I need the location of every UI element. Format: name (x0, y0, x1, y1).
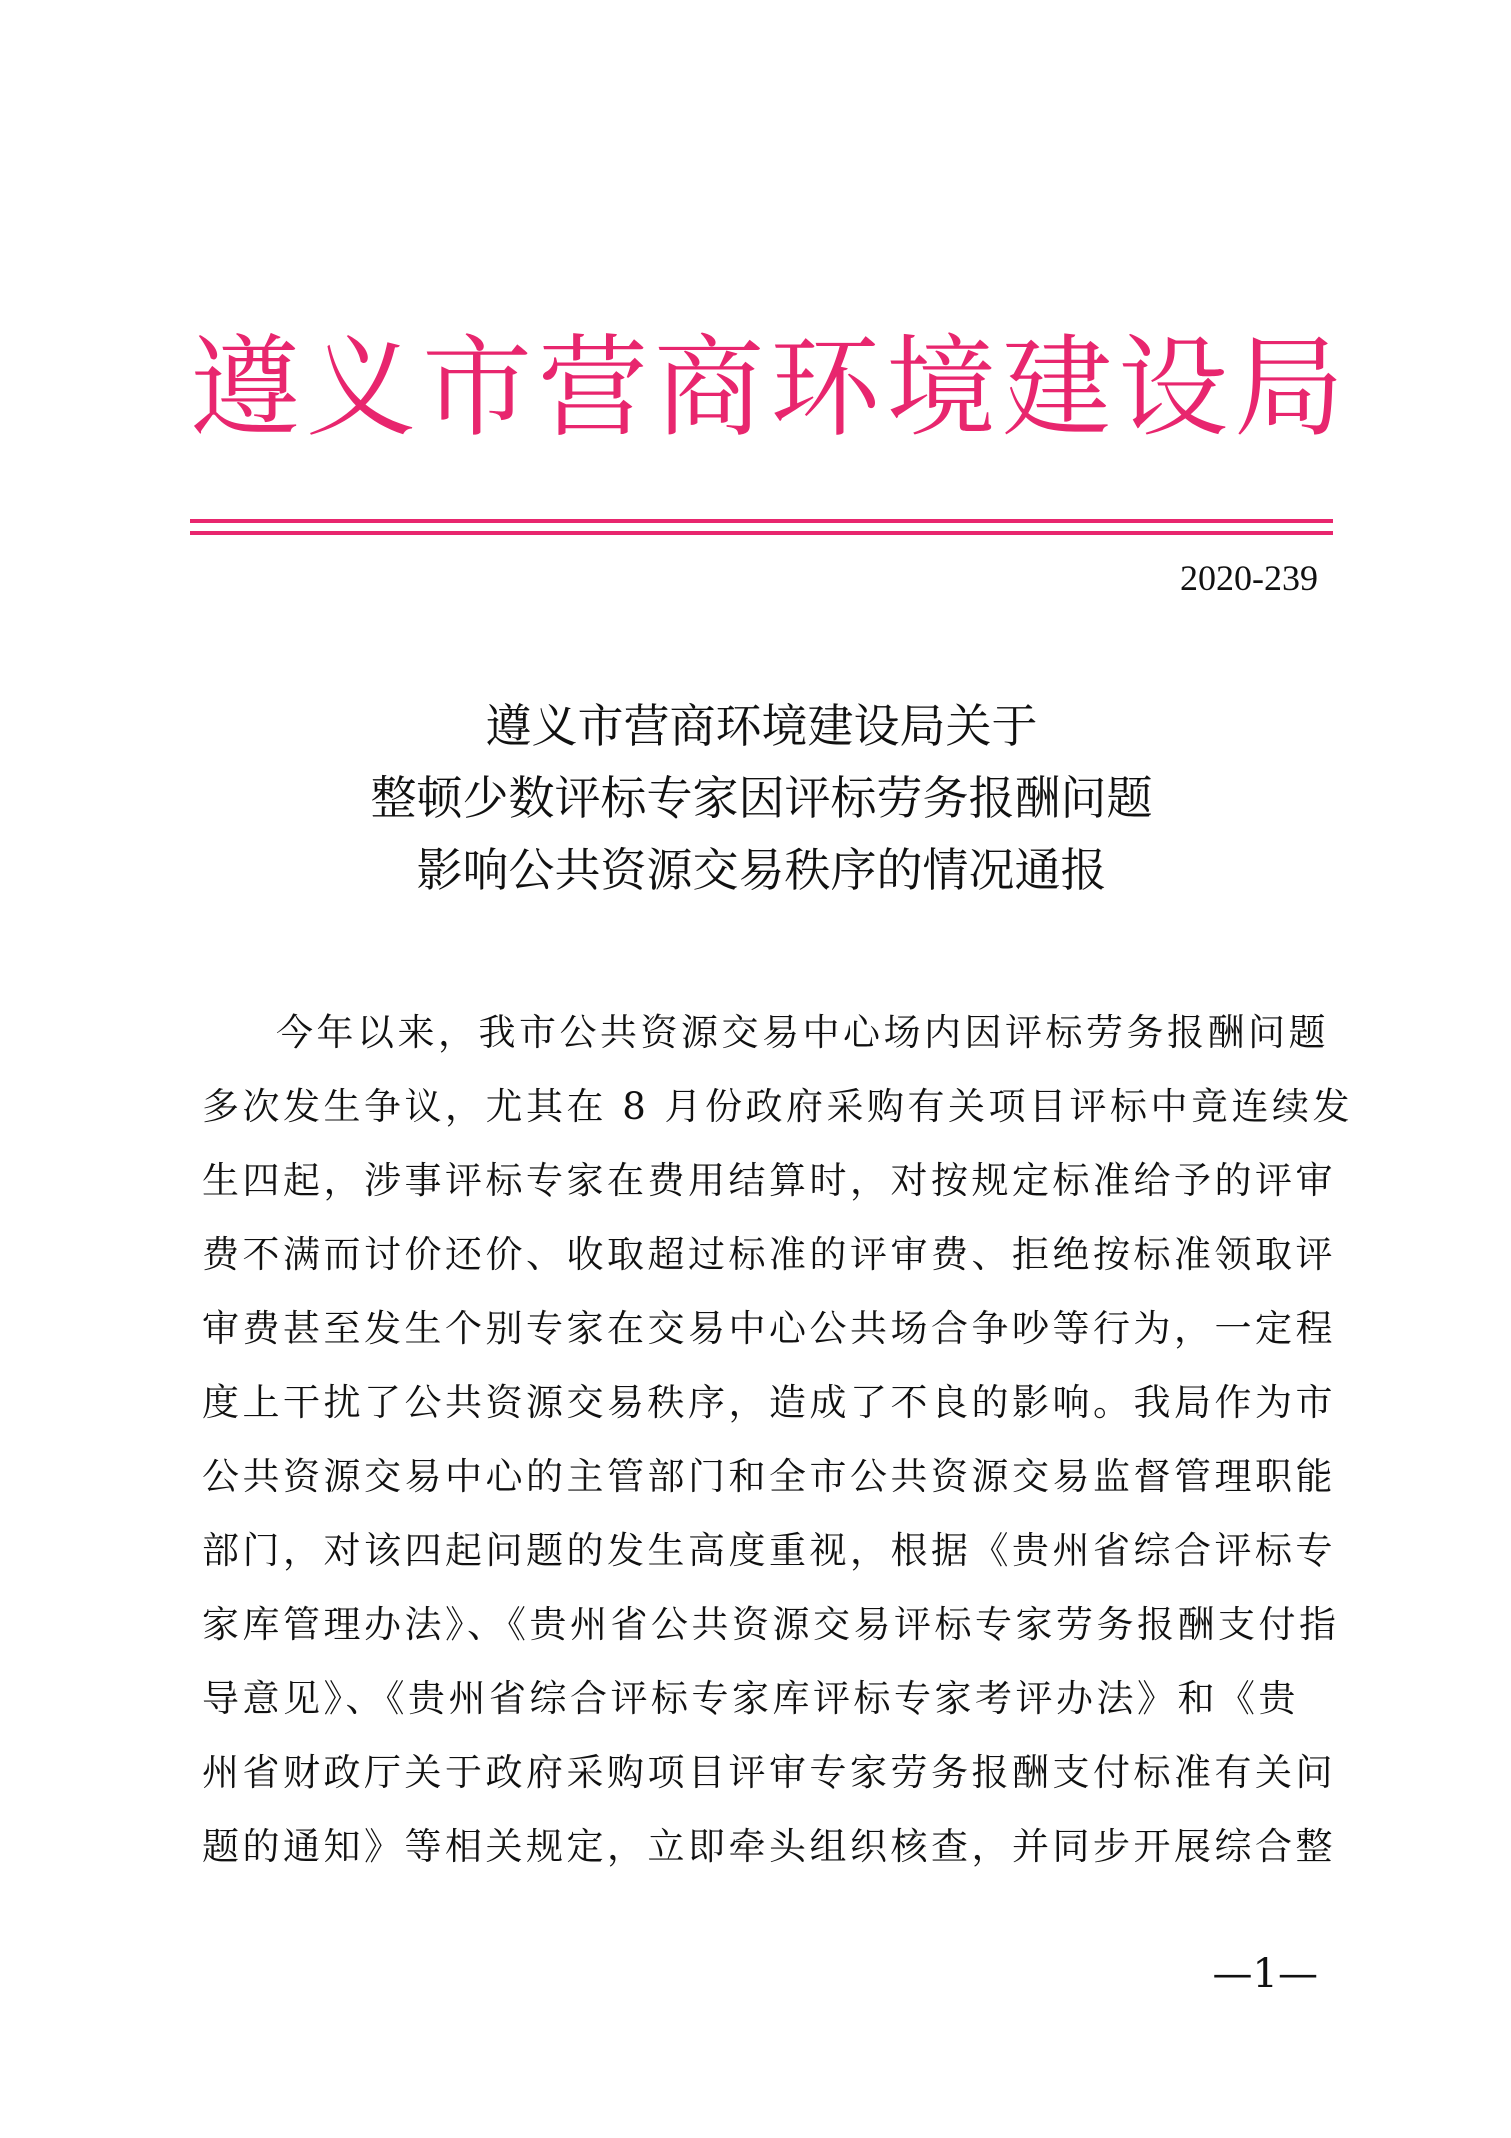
document-title-line: 影响公共资源交易秩序的情况通报 (416, 843, 1107, 897)
body-line: 部门，对该四起问题的发生高度重视，根据《贵州省综合评标专 (202, 1529, 1336, 1572)
document-title-line: 遵义市营商环境建设局关于 (485, 699, 1038, 753)
header-rule-bottom (190, 531, 1333, 535)
body-line: 公共资源交易中心的主管部门和全市公共资源交易监督管理职能 (202, 1455, 1336, 1498)
header-rule-top (190, 519, 1333, 523)
document-body (202, 996, 1354, 1884)
agency-header-title: 遵义市营商环境建设局 (190, 324, 1350, 452)
body-line: 生四起，涉事评标专家在费用结算时，对按规定标准给予的评审 (202, 1159, 1336, 1202)
body-line: 今年以来，我市公共资源交易中心场内因评标劳务报酬问题 (276, 1011, 1329, 1054)
body-line: 审费甚至发生个别专家在交易中心公共场合争吵等行为，一定程 (202, 1307, 1336, 1350)
body-line: 家库管理办法》、《贵州省公共资源交易评标专家劳务报酬支付指 (202, 1603, 1340, 1646)
body-line: 州省财政厅关于政府采购项目评审专家劳务报酬支付标准有关问 (202, 1751, 1336, 1794)
body-line: 度上干扰了公共资源交易秩序，造成了不良的影响。我局作为市 (202, 1381, 1336, 1424)
body-line: 多次发生争议，尤其在 8 月份政府采购有关项目评标中竟连续发 (202, 1085, 1354, 1128)
page-number: —1— (1212, 1951, 1318, 1997)
document-title-line: 整顿少数评标专家因评标劳务报酬问题 (370, 771, 1153, 825)
document-number: 2020-239 (1180, 558, 1318, 598)
body-line: 题的通知》等相关规定，立即牵头组织核查，并同步开展综合整 (202, 1825, 1336, 1868)
document-title (190, 690, 1333, 906)
body-line: 导意见》、《贵州省综合评标专家库评标专家考评办法》和《贵 (202, 1677, 1299, 1720)
body-line: 费不满而讨价还价、收取超过标准的评审费、拒绝按标准领取评 (202, 1233, 1336, 1276)
